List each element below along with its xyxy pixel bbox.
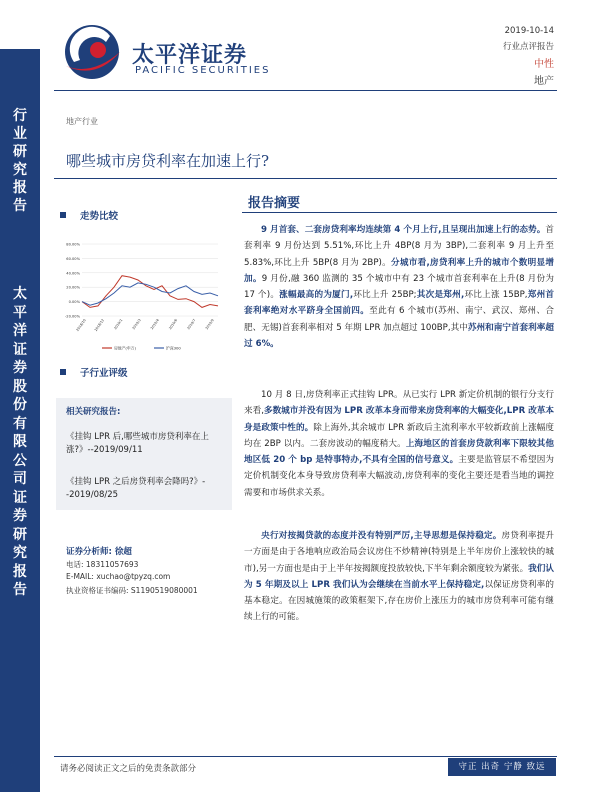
vertical-char: 行 (13, 108, 27, 124)
analyst-name: 证券分析师: 徐超 (66, 547, 132, 557)
industry-category: 地产行业 (66, 117, 98, 126)
vertical-char: 业 (13, 126, 27, 142)
vertical-company-name (0, 285, 40, 600)
chart-x-tick-label: 2019/6 (168, 318, 179, 331)
brand-name-cn: 太平洋证券 (132, 43, 248, 68)
title-divider (54, 178, 557, 179)
vertical-char: 券 (13, 508, 27, 524)
vertical-char: 研 (13, 144, 27, 160)
summary-paragraph-3 (244, 528, 554, 626)
chart-series-line (82, 283, 218, 305)
related-report-1[interactable]: 《挂钩 LPR 后,哪些城市房贷利率在上涨?》--2019/09/11 (66, 432, 209, 455)
emphasis-text: 分城市看,房贷利率上升的城市个数明显增加。 (244, 257, 555, 284)
emphasis-text: 多数城市并没有因为 LPR 改革本身而带来房贷利率的大幅变化,LPR 改革本身是政策中性的。 (244, 406, 554, 433)
vertical-char: 报 (13, 563, 27, 580)
emphasis-text: 上海地区的首套房贷款利率下限较其他地区低 20 个 bp 是特事特办,不具有全国的信号意义。 (244, 438, 554, 466)
body-text: 以保证房贷利率的基本稳定。在因城施策的政策框架下,存在房价上涨压力的城市房贷利率可能有继续上行的可能。 (244, 579, 554, 623)
footer-divider (54, 756, 557, 757)
body-text: 至此有 6 个城市(苏州、南宁、武汉、郑州、合肥、无锡)首套利率相对 5 年期 LPR 加点超过 100BP,其中 (244, 306, 554, 333)
summary-paragraph-1 (244, 222, 554, 352)
chart-legend (102, 346, 181, 351)
vertical-char: 平 (13, 304, 27, 321)
body-text: 9 月份,融 360 监测的 35 个城市中有 23 个城市首套利率在上升(8 月份为 17 个)。 (244, 273, 554, 301)
report-type: 行业点评报告 (502, 42, 554, 52)
footer-slogan: 守正 出奇 宁静 致远 (448, 758, 556, 776)
emphasis-text: 9 月首套、二套房贷利率均连续第 4 个月上行,且呈现出加速上行的态势。 (261, 225, 546, 235)
chart-series-lines (82, 276, 218, 308)
related-report-2[interactable]: 《挂钩 LPR 之后房贷利率会降吗?》--2019/08/25 (66, 477, 206, 500)
vertical-char: 限 (13, 434, 27, 450)
vertical-char: 有 (13, 415, 27, 432)
chart-legend-label: 房地产(申万) (114, 345, 136, 351)
body-text: 房贷利率提升一方面是由于各地响应政治局会议房住不炒精神(特别是上半年房价上涨较快的城市),另一方面也是由于上半年按揭额度投放较快,下半年剩余额度较为紧张。 (244, 531, 554, 574)
vertical-char: 公 (13, 452, 27, 469)
vertical-char: 告 (13, 198, 27, 214)
vertical-char: 究 (13, 162, 27, 178)
chart-y-tick-label: 80.00% (66, 242, 80, 247)
vertical-char: 洋 (13, 323, 27, 339)
vertical-char: 究 (13, 545, 27, 561)
emphasis-text: 其次是郑州, (416, 290, 465, 301)
chart-y-tick-labels (65, 243, 81, 319)
sector: 地产 (534, 76, 554, 87)
vertical-char: 研 (13, 526, 27, 543)
emphasis-text: 我们认为 5 年期及以上 LPR 我们认为会继续在当前水平上保持稳定, (244, 563, 554, 590)
analyst-certificate: 执业资格证书编码: S1190519080001 (66, 586, 198, 595)
summary-divider (242, 212, 557, 213)
vertical-char: 证 (13, 341, 27, 358)
analyst-email[interactable]: E-MAIL: xuchao@tpyzq.com (66, 572, 171, 581)
emphasis-text: 涨幅最高的为厦门, (279, 290, 354, 301)
chart-x-tick-label: 2019/9 (204, 318, 215, 331)
body-text: 环比上升 25BP; (353, 290, 417, 301)
chart-y-tick-label: 0.00% (68, 300, 80, 305)
vertical-char: 太 (13, 286, 27, 302)
body-text: 10 月 8 日,房贷利率正式挂钩 LPR。从已实行 LPR 新定价机制的银行分支行来看, (244, 390, 554, 417)
side-band (0, 49, 40, 792)
footer-disclaimer: 请务必阅读正文之后的免责条款部分 (60, 764, 197, 774)
brand-name-en: PACIFIC SECURITIES (135, 65, 271, 76)
vertical-char: 告 (13, 582, 27, 598)
summary-heading: 报告摘要 (248, 196, 301, 211)
emphasis-text: 郑州首套利率绝对水平跻身全国前四。 (244, 290, 554, 317)
chart-x-tick-label: 2019/3 (131, 318, 142, 331)
trend-chart (58, 238, 223, 356)
chart-legend-label: 沪深300 (166, 345, 181, 351)
chart-x-tick-labels (75, 318, 214, 332)
header-divider (54, 90, 557, 91)
summary-paragraph-2 (244, 387, 554, 501)
body-text: 环比上涨 15BP, (464, 290, 528, 301)
trend-heading: 走势比较 (80, 211, 119, 222)
chart-y-tick-label: 20.00% (66, 285, 80, 290)
chart-x-tick-label: 2019/4 (149, 318, 160, 331)
sub-industry-rating-heading: 子行业评级 (80, 368, 128, 379)
rating: 中性 (534, 59, 554, 70)
vertical-char: 券 (13, 360, 27, 376)
company-logo (62, 22, 128, 82)
report-date: 2019-10-14 (504, 26, 554, 36)
chart-x-tick-label: 2018/10 (75, 318, 87, 333)
analyst-phone: 电话: 18311057693 (66, 560, 139, 569)
emphasis-text: 苏州和南宁首套利率超过 6%。 (244, 322, 554, 350)
related-research-heading: 相关研究报告: (66, 407, 121, 417)
chart-x-tick-label: 2018/12 (93, 318, 106, 333)
vertical-char: 证 (13, 489, 27, 506)
report-title: 哪些城市房贷利率在加速上行? (66, 152, 270, 170)
chart-x-tick-label: 2019/1 (113, 318, 124, 331)
bullet-square (60, 212, 66, 218)
vertical-char: 份 (13, 397, 27, 413)
chart-series-line (82, 276, 218, 308)
emphasis-text: 央行对按揭贷款的态度并没有特别严厉,主导思想是保持稳定。 (261, 531, 502, 541)
chart-y-tick-label: 40.00% (66, 271, 80, 276)
chart-gridlines (82, 244, 218, 316)
vertical-char: 司 (13, 471, 27, 487)
chart-x-tick-label: 2019/7 (186, 318, 197, 331)
body-text: 首套利率 9 月份达到 5.51%,环比上升 4BP(8 月为 3BP),二套利率 9 月上升至 5.83%,环比上升 5BP(8 月为 2BP)。 (244, 225, 554, 268)
vertical-report-type (0, 107, 40, 215)
body-text: 主要是监管层不希望因为定价机制变化本身导致房贷利率大幅波动,房贷利率的变化主要还是看当地的调控需要和市场供求关系。 (244, 455, 554, 498)
body-text: 除上海外,其余城市 LPR 新政后主流利率水平较新政前上涨幅度均在 2BP 以内。二套房波动的幅度稍大。 (244, 422, 554, 449)
vertical-char: 股 (13, 378, 27, 395)
vertical-char: 报 (13, 180, 27, 196)
chart-y-tick-label: 60.00% (66, 256, 80, 261)
bullet-square (60, 369, 66, 375)
chart-y-tick-label: -20.00% (65, 314, 80, 319)
